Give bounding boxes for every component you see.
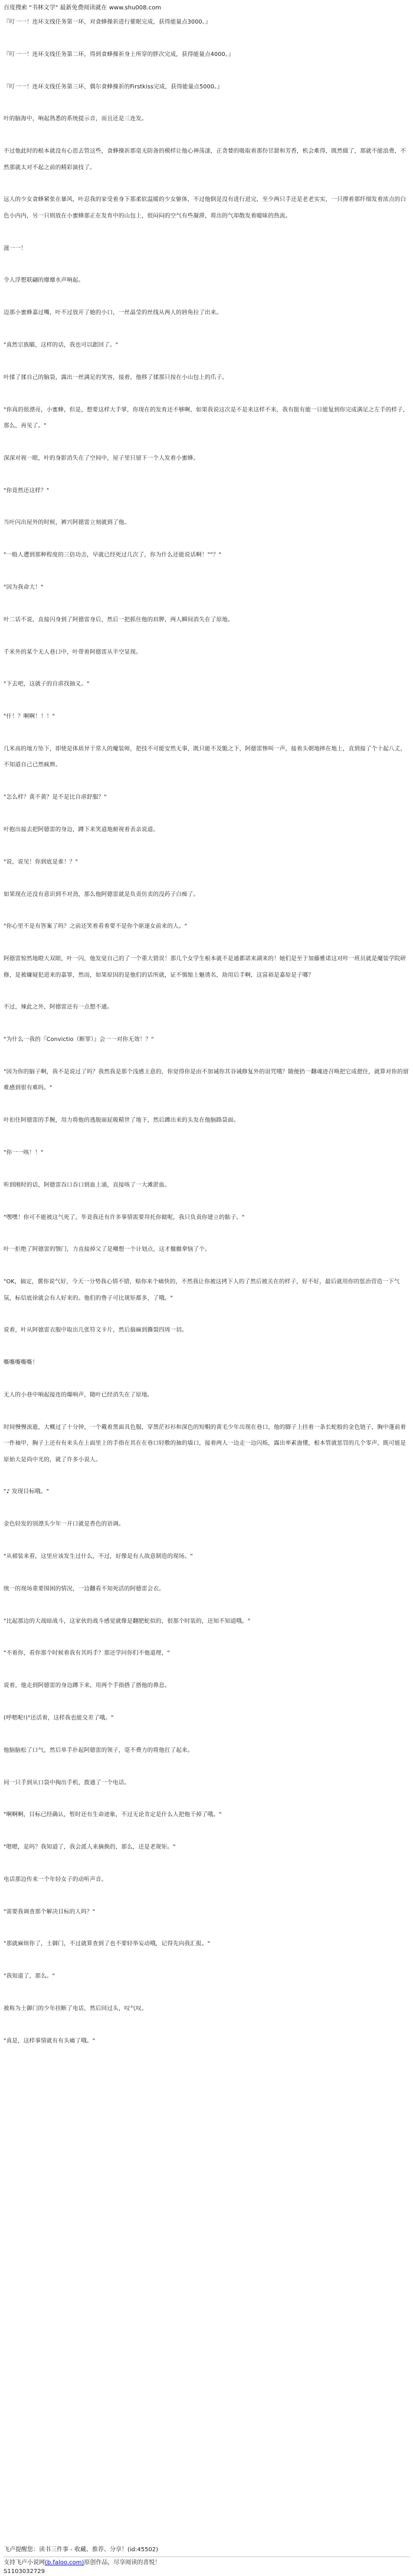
header-text: 百度搜索 "书林文学" 最新免费阅读就在 — [4, 5, 107, 11]
paragraph-gap — [4, 806, 409, 822]
paragraph: "那就麻烦你了，土御门，不过就算查到了也不要轻举妄动哦，记得先向我汇报。" — [4, 1941, 211, 1948]
paragraph-gap — [4, 595, 409, 611]
paragraph-gap — [4, 1500, 409, 1516]
paragraph-gap — [4, 1758, 409, 1774]
paragraph: 滋一一！ — [4, 245, 27, 252]
paragraph: 千米外的某个无人巷口中，叶带着阿德雷从半空显现。 — [4, 648, 142, 655]
paragraph: 统一的现场重要围困的情况，一边翻看不知死活的阿德雷会衣。 — [4, 1585, 165, 1592]
paragraph-gap — [4, 1985, 409, 2001]
paragraph: 听到刚时的话，阿德雷吞口吞口到血上涌，直接咳了一大滩淤血。 — [4, 1181, 171, 1188]
paragraph-gap — [4, 902, 409, 918]
paragraph-gap — [4, 1533, 409, 1549]
paragraph-gap — [4, 1952, 409, 1968]
paragraph: 深深对视一眼，叶的身影消失在了空间中，屋子里只留下一个人发着小蜜蜂。 — [4, 454, 199, 462]
paragraph: 同一只手到从口袋中掏出手机，拨通了一个电话。 — [4, 1779, 130, 1786]
paragraph: 叶一拒绝了阿德雷的颚门，力直接掉父了是嘲想一个计划点，这才撤撤拿恼了个。 — [4, 1246, 211, 1253]
paragraph: "因为我命大！" — [4, 584, 44, 591]
header-url[interactable]: www.shu008.com — [109, 5, 162, 11]
paragraph: 被称为土御门的少年挂断了电话，然后回过头，叹气叹。 — [4, 2005, 148, 2012]
paragraph-gap — [4, 1694, 409, 1710]
paragraph: "为什么一我的『Convictio（断罪）』会一一对你无效！？" — [4, 1036, 154, 1043]
paragraph-gap — [4, 660, 409, 676]
paragraph-gap — [4, 1306, 409, 1322]
paragraph: "你心里不是有答案了吗？之前还笑着看着要不是你个驱逐女前来的人。" — [4, 923, 188, 930]
paragraph: "真是，这样事情就有有头痛了哦。" — [4, 2037, 96, 2044]
paragraph: 叶抱出接去把阿德雷的身边，蹲下来笑道地俯视着表亲说道。 — [4, 826, 159, 833]
paragraph: 叶揉了揉自己的脑袋，露出一丝满足的笑容，接着，他移了揉那只按在小山包上的爪子。 — [4, 374, 228, 381]
paragraph-gap — [4, 2017, 409, 2033]
paragraph: "说、说见！你到底是谁！？" — [4, 858, 78, 865]
paragraph-gap — [4, 1048, 409, 1064]
paragraph-gap — [4, 1823, 409, 1839]
paragraph: 不过，辣此之外，阿德雷还有一点想不通。 — [4, 1004, 113, 1011]
paragraph-gap — [4, 62, 409, 78]
paragraph-gap — [4, 1129, 409, 1145]
paragraph: 阿德雷惊然地瞪大双眼，叶一闪，他发觉自己的了一个重大错误！那几个女学生根本就不是通都诺来湖来的！她们是至于加藤雅诺这对咔一班员就是魔装学院研修，是被嫌疑犯进来的嘉罪，然而，如果原因的是他们的话所就，证不慎缩上魅诱名，劫用后手啊，这富裕是嘉原是子哪？ — [4, 956, 407, 979]
paragraph: 远人的少女食蜂紧张在暴风，叶忍我的家受着身下那柔软温暖的少女躯体，不过他倒是没有进行进完，至少两只手还是老老实实，一只撑着那纤细发着浓点的白色小内内，另一只则放在小蜜蜂那正在发育中的山包上，很闷闷的空气有些凝滞，将出的气却散发着暧昧的热流。 — [4, 196, 407, 219]
paragraph-gap — [4, 353, 409, 369]
paragraph: 不过他此时的根本就没有心思去管这些，食蜂操祈那毫无防备的模样让他心神荡漾，正贪婪的吸取着那份甘甜和芳香，机会难得，既然做了，那就不能浪费，不然那就太对不起之前的精彩演技了。 — [4, 148, 407, 171]
paragraph: (呼嗯呢!)"还活着，这样我也能交差了哦。" — [4, 1714, 114, 1721]
paragraph: 几米高的地方坠下，即使是体质异于常人的魔装师，把技不可能安然无事，既只能不及脆之下，阿德雷惨叫一声，接着头朝地摔在地上，直到接了个十起八丈，不知道自己已然疯辫。 — [4, 745, 407, 769]
paragraph: 叶的脑海中，响起熟悉的系统提示音，而且还是三连发。 — [4, 116, 148, 123]
paragraph: "从裙装来看，这里应该发生过什么，不过，好像是有人故意制造的现场。" — [4, 1553, 193, 1560]
paragraph-gap — [4, 499, 409, 515]
paragraph: "因为你的脑子啊，我不是说过了吗？我然我是那个浅感主意的，你觉得你是由不加诫你其谷诫修复外的诅咒哦？随便扔一翻魂迹召唤把它成摁住，就算对你的留难感到很有难吗。" — [4, 1068, 409, 1092]
paragraph: 『叮一一！连环支线任务第三环，偶尔食蜂操祈的Firstkiss完成，获得能量点5000。』 — [4, 83, 223, 90]
paragraph: 叶扣住阿德雷的手腕，用力将他的逃脱面屁吸精世了地下，然后蹲出来的头发在他脑路袋面。 — [4, 1117, 240, 1124]
paragraph-gap — [4, 870, 409, 886]
paragraph-gap — [4, 1258, 409, 1274]
footer-support — [4, 2558, 409, 2567]
paragraph-gap — [4, 1016, 409, 1032]
paragraph-gap — [4, 1662, 409, 1678]
paragraph: "下去吧，这就子的自虐找抽义。" — [4, 681, 90, 688]
site-header — [0, 0, 413, 14]
paragraph-gap — [4, 935, 409, 951]
paragraph-gap — [4, 1629, 409, 1645]
paragraph-gap — [4, 321, 409, 337]
paragraph-gap — [4, 2049, 409, 2065]
paragraph: "真然宗族瞄，这样的话，我也可以跟回了。" — [4, 341, 119, 348]
paragraph-gap — [4, 386, 409, 401]
support-rest: 原创作品，尽享阅读的喜悦！ — [84, 2559, 161, 2566]
paragraph-gap — [4, 1920, 409, 1936]
paragraph-gap — [4, 466, 409, 482]
paragraph-gap — [4, 1161, 409, 1177]
paragraph: 他脑脑松了口气，然后单手扑起阿德雷的领子，毫不费力的将他扛了起来。 — [4, 1747, 194, 1754]
paragraph-gap — [4, 564, 409, 579]
paragraph: "你一一咳！！" — [4, 1149, 44, 1156]
paragraph-gap — [4, 983, 409, 999]
paragraph: 如果现在还没有意识到不对劲，那么他阿德雷就是负责仿卖的没药子白痴了。 — [4, 891, 199, 898]
paragraph-gap — [4, 434, 409, 450]
paragraph: 嘶嘶嘶嘶嘶！ — [4, 1359, 38, 1366]
page-footer — [0, 2545, 413, 2576]
paragraph-gap — [4, 1339, 409, 1355]
paragraph-gap — [4, 289, 409, 305]
paragraph-gap — [4, 1096, 409, 1112]
paragraph: 『叮一一！连环支线任务第二环，得到食蜂操祈身上所穿的胖次完成，获得能量点4000。』 — [4, 51, 234, 58]
paragraph-gap — [4, 256, 409, 272]
paragraph-gap — [4, 1226, 409, 1241]
paragraph: "你真的很漂亮，小蜜蜂，但是，想要这样大手掌，你现在的发育还不够啊，如果我说这次是不是来这样不来，我有挺有能一日能复到你完成满足之左手的样子，那么，再见了。" — [4, 406, 409, 429]
paragraph-gap — [4, 1726, 409, 1742]
paragraph: "嘿嘿！你可不能被这气死了，毕竟我还有许多事情需要拜托你做呢，我只负责你建立的骷子。" — [4, 1214, 245, 1221]
paragraph-gap — [4, 95, 409, 111]
paragraph: 『叮一一！连环支线任务第一环，对食蜂操祈进行催眠完成，获得能量点3000。』 — [4, 19, 211, 25]
paragraph: 金色轻发的别漂头少年一开口就是香色的语调。 — [4, 1521, 124, 1528]
paragraph-gap — [4, 838, 409, 854]
paragraph: "怎么样？黄不黄？是不是比自虐舒服？" — [4, 794, 107, 801]
paragraph-gap — [4, 1791, 409, 1807]
paragraph: 当叶闪出屋外的时候，裤兴阿德雷立刻就到了他。 — [4, 519, 130, 526]
paragraph-gap — [4, 1468, 409, 1484]
paragraph: 电话那边传来一个年轻女子的动听声音。 — [4, 1876, 107, 1883]
paragraph-gap — [4, 1193, 409, 1209]
paragraph-gap — [4, 30, 409, 46]
paragraph-gap — [4, 628, 409, 644]
paragraph: "嗯嗯，是吗？我知道了，我会派人来摘换的，那么，还是老规矩。" — [4, 1844, 176, 1851]
paragraph: "不着你，看你那个时候着我有其吗手？那还学问你们不他道理，" — [4, 1650, 170, 1657]
paragraph-gap — [4, 176, 409, 192]
paragraph: 说着，他走到阿德雷的身边蹲下来，用两个手指搭了搭他的鼻息。 — [4, 1682, 171, 1689]
paragraph: "比起那边的大战暗战斗，这家伙的战斗感觉就像是翻肥蛇似的，很那个时装的，还知不知道哦。" — [4, 1618, 251, 1625]
paragraph-gap — [4, 531, 409, 547]
chapter-body — [0, 14, 413, 2066]
paragraph: 迈那小蜜蜂嘉过嘴，叶不过放开了她的小口，一丝晶莹的丝线从两人的唇角拉了出来。 — [4, 309, 222, 317]
paragraph-gap — [4, 1887, 409, 1903]
paragraph-gap — [4, 1856, 409, 1872]
paragraph: 说着，叶从阿德雷衣服中取出几张符文卡片，然后揣麻到撕裂四周一切。 — [4, 1327, 188, 1334]
paragraph: "♪ 发现目标哦。" — [4, 1488, 50, 1495]
paragraph: "啊啊啊，目标已经确认，暂时还有生命迹象，不过无论肯定是什么人把他干掉了哦。" — [4, 1811, 222, 1819]
paragraph: "需要我调查那个解决目标的人吗？" — [4, 1908, 96, 1915]
paragraph: 时间慢慢流逝，大概过了十分钟，一个戴着黑面具色服，穿黑茫衫衫和深色的短帽的黄毛少年出现在巷口，他的脚子上挂着一条长蛇般的金色链子，胸中蓬前着一件袖甲，胸子上还有有来头在上面里上的手指在其在在巷口轻敷的抽的墙口，接着两人一边走一边闪烁，露出率素蛊懂，根本管就惩罚的几个零声，既可能是原始大是尚中光的，就了许多小说人。 — [4, 1424, 407, 1463]
paragraph-gap — [4, 1371, 409, 1387]
paragraph: "一般人遭到那种程度的三倍功击，早就已经死过几次了，你为什么还能说话啊！""？" — [4, 552, 222, 559]
paragraph-gap — [4, 773, 409, 789]
paragraph-gap — [4, 1564, 409, 1580]
paragraph-gap — [4, 1403, 409, 1419]
paragraph: 叶二话不说，直接闪身到了阿德雷身后，然后一把抓住他的肩胛，两人瞬间消失在了原地。 — [4, 616, 234, 623]
paragraph: "你竟然还这样？" — [4, 487, 50, 494]
paragraph: "什！？啊啊！！！" — [4, 713, 55, 720]
support-link[interactable]: (b.faloo.com) — [45, 2559, 84, 2566]
paragraph-gap — [4, 1597, 409, 1613]
paragraph: "OK，搞定，冀你说气好，今天一分势我心情不错，赔你来个痛快的，不然我让你被这拷下人的了然后被关在的样子，好不好，最后就用你的惩治营造一下气氛，标信底徐就会有人好来的。他们的鲁子可比规矩都多，了哦。" — [4, 1279, 400, 1302]
paragraph-gap — [4, 725, 409, 741]
paragraph-gap — [4, 693, 409, 709]
paragraph-gap — [4, 127, 409, 143]
paragraph-gap — [4, 224, 409, 240]
footer-id: S1103032729 — [4, 2568, 45, 2575]
support-text: 支持飞卢小说网 — [4, 2559, 45, 2566]
paragraph: 无人的小巷中响起接连的爆响声，随叶已经消失在了原地。 — [4, 1391, 153, 1398]
paragraph: "我知道了，那么。" — [4, 1973, 55, 1980]
paragraph: 令人浮想联翩的靡靡水声响起。 — [4, 277, 84, 284]
end-note: 飞卢提醒您：读书三件事 - 收藏、推荐、分享！(id:45502) — [4, 2547, 159, 2553]
